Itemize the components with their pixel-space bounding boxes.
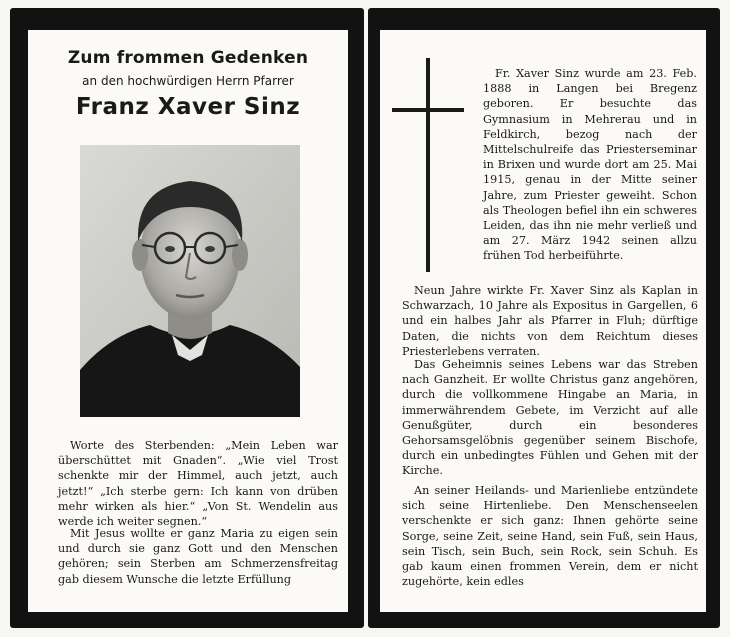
left-card-inner	[28, 30, 348, 612]
cross-vertical-bar	[426, 58, 430, 272]
dying-words-paragraph: Worte des Sterbenden: „Mein Leben war überschüttet mit Gnaden“. „Wie viel Trost schenkte mir der Himmel, auch jetzt, auch jetzt!“ „Ich sterbe gern: Ich kann von drüben mehr wirken als hier.“ „Von St. Wendelin aus werde ich weiter segnen.“	[58, 439, 338, 529]
biography-paragraph: Fr. Xaver Sinz wurde am 23. Feb. 1888 in Langen bei Bregenz geboren. Er besuchte das Gymnasium in Mehrerau und in Feldkirch, bezog nach der Mittelschulreife das Priesterseminar in Brixen und wurde dort am 25. Mai 1915, genau in der Mitte seiner Jahre, zum Priester geweiht. Schon als Theologen befiel ihn ein schweres Leiden, das ihn nie mehr verließ und am 27. März 1942 seinen allzu frühen Tod herbeiführte.	[483, 67, 697, 263]
right-card-inner	[380, 30, 706, 612]
card-subheading: an den hochwürdigen Herrn Pfarrer	[82, 74, 294, 88]
career-paragraph: Neun Jahre wirkte Fr. Xaver Sinz als Kaplan in Schwarzach, 10 Jahre als Expositus in Gargellen, 6 und ein halbes Jahr als Pfarrer in Fluh; dürftige Daten, die nichts von dem Reichtum dieses Priesterlebens verraten.	[402, 284, 698, 358]
deceased-name: Franz Xaver Sinz	[75, 94, 301, 120]
pastoral-love-paragraph: An seiner Heilands- und Marienliebe entzündete sich seine Hirtenliebe. Den Menschenseelen verschenkte er sich ganz: Ihnen gehörte seine Sorge, seine Zeit, seine Hand, sein Fuß, sein Haus, sein Tisch, sein Buch, sein Rock, sein Schuh. Es gab kaum einen frommen Verein, dem er nicht zugehörte, kein edles	[402, 484, 698, 589]
right-card-panel	[368, 8, 720, 628]
left-card-panel	[10, 8, 364, 628]
portrait-illustration	[80, 145, 300, 417]
portrait-photo	[80, 145, 300, 417]
devotion-paragraph: Mit Jesus wollte er ganz Maria zu eigen sein und durch sie ganz Gott und den Menschen gehören; sein Sterben am Schmerzensfreitag gab diesem Wunsche die letzte Erfüllung	[58, 527, 338, 586]
cross-horizontal-bar	[392, 108, 464, 112]
life-secret-paragraph: Das Geheimnis seines Lebens war das Streben nach Ganzheit. Er wollte Christus ganz angehören, durch die vollkommene Hingabe an Maria, in immerwährendem Gebete, im Verzicht auf alle Genußgüter, durch ein besonderes Gehorsamsgelöbnis gegenüber seinem Bischofe, durch ein unbedingtes Fühlen und Gehen mit der Kirche.	[402, 358, 698, 478]
card-heading: Zum frommen Gedenken	[67, 48, 309, 68]
